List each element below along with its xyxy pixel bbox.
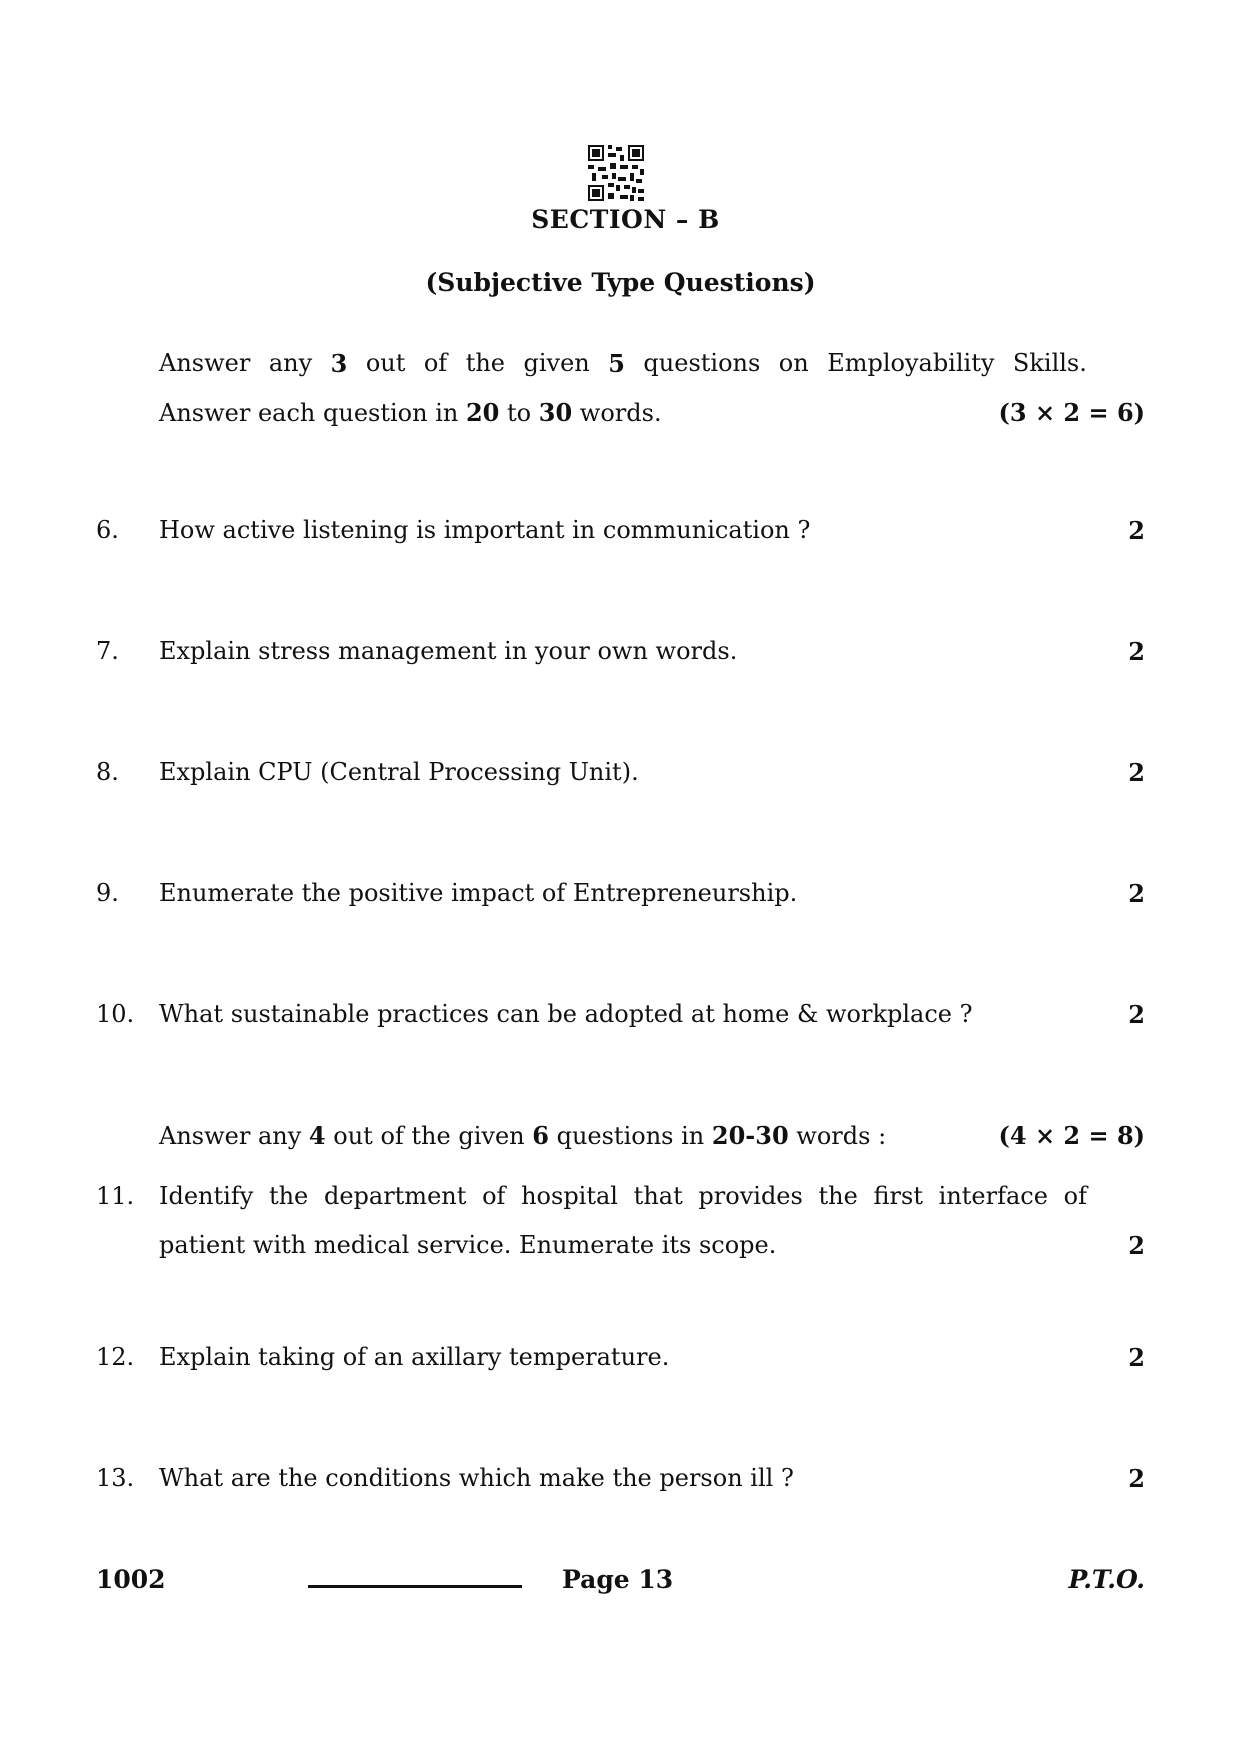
instr-word: any (268, 349, 313, 377)
instr-number: 30 (538, 398, 573, 427)
instr-word: given (523, 349, 590, 377)
instr-number: 20-30 (711, 1121, 789, 1150)
instr-number: 4 (308, 1121, 326, 1150)
question-number: 13. (96, 1464, 135, 1492)
instr-number: 6 (532, 1121, 549, 1150)
q-word: department (323, 1182, 467, 1210)
instr-text: words. (579, 399, 662, 427)
instr-word: the (465, 349, 505, 377)
question-marks: 2 (1128, 1000, 1145, 1029)
question-marks: 2 (1128, 879, 1145, 908)
question-marks: 2 (1128, 1231, 1145, 1260)
q-word: Identify (159, 1182, 254, 1210)
marks-formula: (4 × 2 = 8) (998, 1121, 1145, 1150)
question-text-line-2: patient with medical service. Enumerate its scope. (159, 1231, 777, 1259)
instr-word: of (423, 349, 448, 377)
question-number: 7. (96, 637, 119, 665)
instruction-1-line-2 (159, 388, 1145, 438)
question-text: Explain taking of an axillary temperature. (159, 1343, 670, 1371)
question-marks: 2 (1128, 637, 1145, 666)
q-word: of (1063, 1182, 1087, 1210)
instruction-block-1 (159, 339, 1145, 438)
instr-number: 20 (465, 398, 500, 427)
question-number: 11. (96, 1182, 135, 1210)
instruction-2-line (159, 1111, 1145, 1161)
question-text-line-1 (159, 1172, 1087, 1221)
instr-word: Employability (827, 349, 995, 377)
instruction-block-2 (159, 1111, 1145, 1161)
q-word: that (633, 1182, 683, 1210)
pto-label: P.T.O. (1068, 1565, 1145, 1594)
question-text: Enumerate the positive impact of Entrepreneurship. (159, 879, 798, 907)
question-text: Explain stress management in your own words. (159, 637, 738, 665)
question-text: How active listening is important in communication ? (159, 516, 811, 544)
question-number: 12. (96, 1343, 135, 1371)
instr-word: out (365, 349, 406, 377)
instruction-1-line-1 (159, 339, 1087, 388)
paper-code: 1002 (96, 1565, 166, 1594)
footer-rule (308, 1585, 522, 1588)
question-number: 6. (96, 516, 119, 544)
question-text: What are the conditions which make the person ill ? (159, 1464, 794, 1492)
instr-word: questions (643, 349, 761, 377)
question-11 (96, 1172, 1145, 1270)
question-text: Explain CPU (Central Processing Unit). (159, 758, 639, 786)
question-number: 8. (96, 758, 119, 786)
question-marks: 2 (1128, 1464, 1145, 1493)
instr-number: 5 (608, 349, 625, 378)
question-marks: 2 (1128, 1343, 1145, 1372)
instr-word: Answer (159, 349, 251, 377)
instr-text: to (507, 399, 532, 427)
page-number: Page 13 (562, 1565, 674, 1594)
q-word: provides (698, 1182, 803, 1210)
instr-text: Answer each question in (159, 399, 459, 427)
question-number: 9. (96, 879, 119, 907)
instruction-1-text (159, 388, 662, 438)
question-text: What sustainable practices can be adopted at home & workplace ? (159, 1000, 973, 1028)
section-subtitle: (Subjective Type Questions) (425, 268, 816, 297)
question-marks: 2 (1128, 516, 1145, 545)
instr-text: questions in (556, 1122, 705, 1150)
marks-formula: (3 × 2 = 6) (998, 398, 1145, 427)
q-word: interface (938, 1182, 1048, 1210)
instruction-2-text (159, 1111, 886, 1161)
instr-text: Answer any (159, 1122, 302, 1150)
question-text (159, 1172, 1087, 1270)
question-number: 10. (96, 1000, 135, 1028)
question-marks: 2 (1128, 758, 1145, 787)
page-footer (96, 1565, 1145, 1605)
q-word: the (818, 1182, 858, 1210)
instr-text: words : (796, 1122, 887, 1150)
section-title: SECTION – B (531, 205, 720, 234)
q-word: the (268, 1182, 309, 1210)
q-word: first (873, 1182, 923, 1210)
qr-code (588, 145, 644, 201)
instr-word: on (778, 349, 809, 377)
instr-text: out of the given (333, 1122, 525, 1150)
instr-number: 3 (330, 349, 348, 378)
q-word: hospital (521, 1182, 618, 1210)
q-word: of (482, 1182, 506, 1210)
instr-word: Skills. (1012, 349, 1087, 377)
